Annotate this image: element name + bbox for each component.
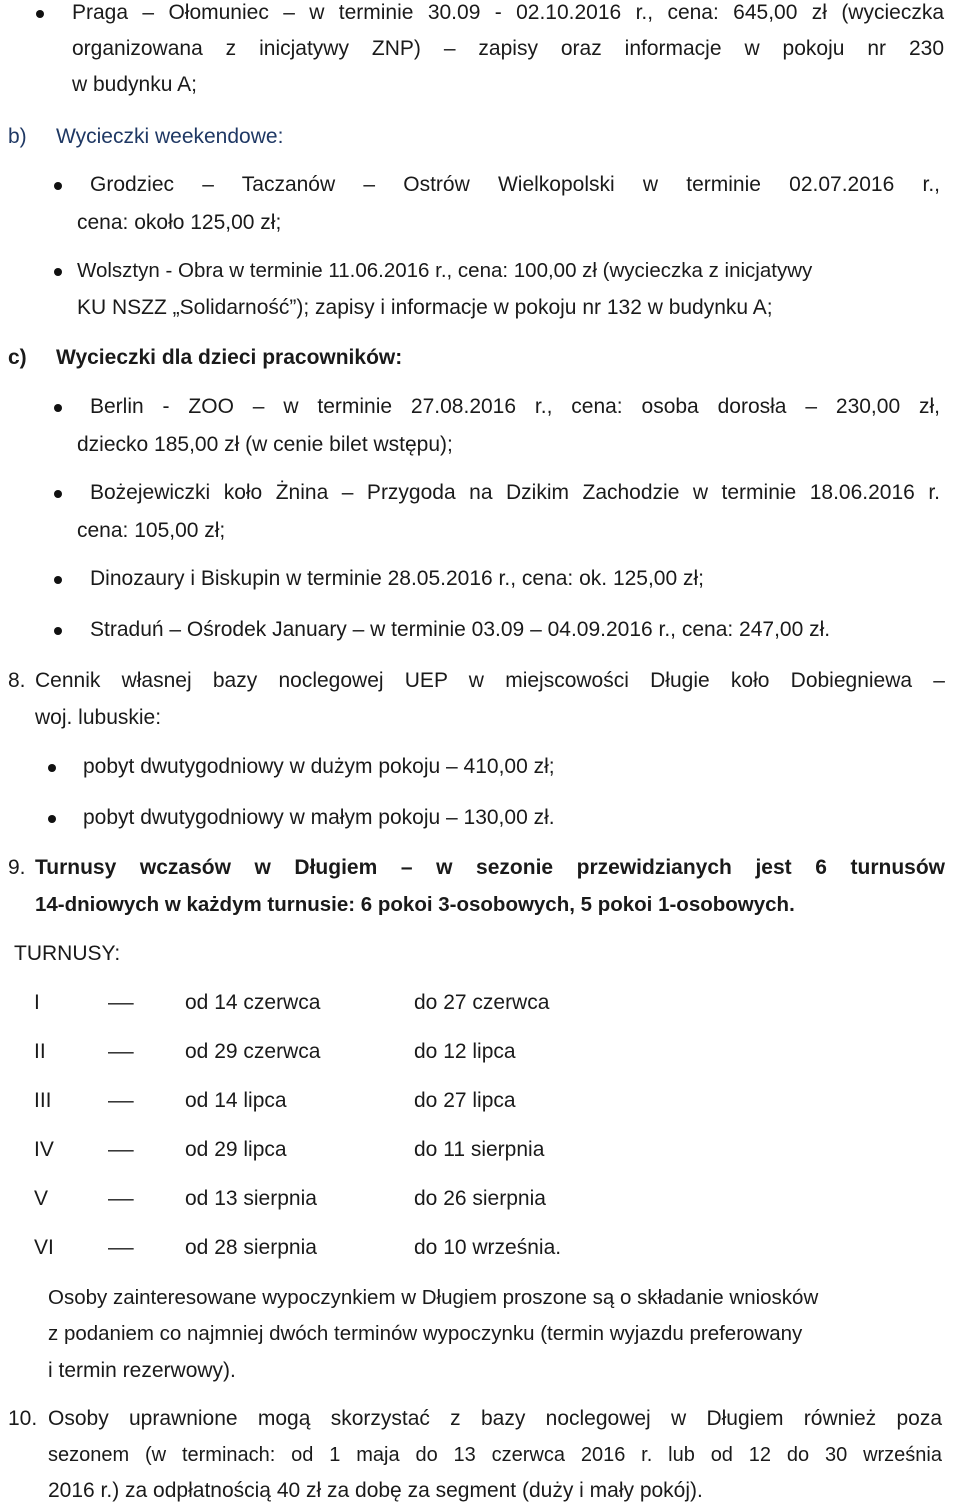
note-line: z podaniem co najmniej dwóch terminów wypoczynku (termin wyjazdu preferowany — [48, 1322, 803, 1345]
section-heading: Wycieczki dla dzieci pracowników: — [56, 346, 403, 369]
turnusy-heading: TURNUSY: — [14, 942, 121, 965]
bullet-dot — [54, 490, 62, 498]
turnus-to: do 27 lipca — [414, 1089, 516, 1112]
turnus-from: od 29 czerwca — [185, 1040, 321, 1063]
turnus-roman: III — [34, 1089, 52, 1112]
paragraph-line: woj. lubuskie: — [35, 706, 162, 729]
section-marker: c) — [8, 346, 27, 369]
bullet-dot — [54, 404, 62, 412]
turnus-to: do 10 września. — [414, 1236, 562, 1259]
list-item-text: Praga – Ołomuniec – w terminie 30.09 - 02.10.2016 r., cena: 645,00 zł (wycieczka — [72, 1, 944, 24]
paragraph-line: sezonem (w terminach: od 1 maja do 13 czerwca 2016 r. lub od 12 do 30 września — [48, 1444, 942, 1466]
section-marker: b) — [8, 125, 27, 148]
turnus-roman: I — [34, 991, 40, 1014]
section-heading: Wycieczki weekendowe: — [56, 125, 284, 148]
list-item-text: pobyt dwutygodniowy w małym pokoju – 130,00 zł. — [83, 806, 555, 829]
list-item-text: Grodziec – Taczanów – Ostrów Wielkopolski w terminie 02.07.2016 r., — [90, 173, 940, 196]
turnus-dash: – — [108, 1236, 134, 1259]
list-item-text: Dinozaury i Biskupin w terminie 28.05.2016 r., cena: ok. 125,00 zł; — [90, 567, 705, 590]
list-item-text: KU NSZZ „Solidarność”); zapisy i informacje w pokoju nr 132 w budynku A; — [77, 296, 773, 319]
list-item-text: Wolsztyn - Obra w terminie 11.06.2016 r., cena: 100,00 zł (wycieczka z inicjatywy — [77, 259, 813, 282]
turnus-from: od 13 sierpnia — [185, 1187, 317, 1210]
bullet-dot — [36, 10, 44, 18]
paragraph-line: 14-dniowych w każdym turnusie: 6 pokoi 3-osobowych, 5 pokoi 1-osobowych. — [35, 893, 795, 916]
turnus-roman: II — [34, 1040, 46, 1063]
section-number: 10. — [8, 1407, 38, 1430]
note-line: Osoby zainteresowane wypoczynkiem w Długiem proszone są o składanie wniosków — [48, 1286, 819, 1309]
list-item-text: cena: około 125,00 zł; — [77, 211, 282, 234]
turnus-from: od 28 sierpnia — [185, 1236, 317, 1259]
turnus-roman: VI — [34, 1236, 54, 1259]
turnus-from: od 14 lipca — [185, 1089, 287, 1112]
turnus-dash: – — [108, 1089, 134, 1112]
paragraph-line: Osoby uprawnione mogą skorzystać z bazy noclegowej w Długiem również poza — [48, 1407, 942, 1430]
turnus-roman: IV — [34, 1138, 54, 1161]
bullet-dot — [54, 182, 62, 190]
bullet-dot — [48, 764, 56, 772]
list-item-text: Straduń – Ośrodek January – w terminie 03.09 – 04.09.2016 r., cena: 247,00 zł. — [90, 618, 831, 641]
turnus-to: do 12 lipca — [414, 1040, 516, 1063]
list-item-text: pobyt dwutygodniowy w dużym pokoju – 410,00 zł; — [83, 755, 555, 778]
paragraph-line: 2016 r.) za odpłatnością 40 zł za dobę za segment (duży i mały pokój). — [48, 1479, 703, 1502]
list-item-text: organizowana z inicjatywy ZNP) – zapisy oraz informacje w pokoju nr 230 — [72, 37, 944, 60]
turnus-dash: – — [108, 1138, 134, 1161]
bullet-dot — [48, 815, 56, 823]
turnus-to: do 26 sierpnia — [414, 1187, 546, 1210]
note-line: i termin rezerwowy). — [48, 1359, 236, 1382]
turnus-dash: – — [108, 991, 134, 1014]
turnus-dash: – — [108, 1040, 134, 1063]
section-number: 9. — [8, 856, 26, 879]
section-number: 8. — [8, 669, 26, 692]
paragraph-line: Turnusy wczasów w Długiem – w sezonie przewidzianych jest 6 turnusów — [35, 856, 945, 879]
turnus-from: od 14 czerwca — [185, 991, 321, 1014]
turnus-to: do 27 czerwca — [414, 991, 550, 1014]
paragraph-line: Cennik własnej bazy noclegowej UEP w miejscowości Długie koło Dobiegniewa – — [35, 669, 945, 692]
turnus-roman: V — [34, 1187, 49, 1210]
list-item-text: w budynku A; — [72, 73, 197, 96]
bullet-dot — [54, 627, 62, 635]
bullet-dot — [54, 268, 62, 276]
list-item-text: cena: 105,00 zł; — [77, 519, 226, 542]
list-item-text: Berlin - ZOO – w terminie 27.08.2016 r., cena: osoba dorosła – 230,00 zł, — [90, 395, 940, 418]
bullet-dot — [54, 576, 62, 584]
turnus-from: od 29 lipca — [185, 1138, 287, 1161]
turnus-to: do 11 sierpnia — [414, 1138, 545, 1161]
turnus-dash: – — [108, 1187, 134, 1210]
list-item-text: Bożejewiczki koło Żnina – Przygoda na Dzikim Zachodzie w terminie 18.06.2016 r. — [90, 481, 940, 504]
list-item-text: dziecko 185,00 zł (w cenie bilet wstępu); — [77, 433, 453, 456]
